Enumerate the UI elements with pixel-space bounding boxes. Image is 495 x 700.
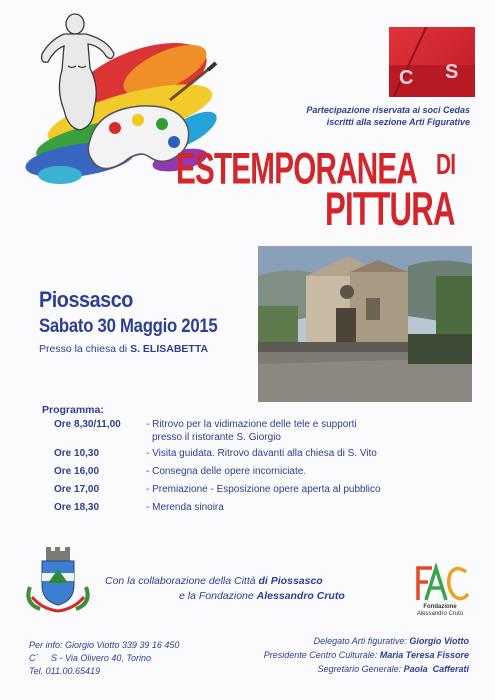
title-word-estemporanea: ESTEMPORANEA (176, 144, 417, 195)
officer-role: Segretario Generale: (317, 664, 402, 674)
officer-name: Giorgio Viotto (409, 636, 469, 646)
membership-note-line1: Partecipazione riservata ai soci Cedas (306, 105, 470, 115)
foundation-caption2: Alessandro Cruto (416, 611, 464, 617)
contacts-line3: Tel. 011.00.65419 (29, 666, 101, 676)
event-place-name: S. ELISABETTA (130, 343, 209, 355)
church-photo (258, 246, 472, 402)
collaboration-line2-prefix: e la Fondazione (179, 590, 254, 602)
program-time: Ore 10,30 (54, 448, 100, 459)
officers (264, 634, 469, 676)
collaboration-line2 (105, 589, 345, 604)
program-desc: - Consegna delle opere incorniciate. (146, 466, 307, 477)
contacts (29, 639, 179, 678)
fac-mark-icon (408, 560, 472, 604)
program-row (42, 502, 462, 518)
program-row (42, 448, 462, 464)
title-word-pittura: PITTURA (325, 183, 455, 236)
officer-row (264, 634, 469, 648)
program-time: Ore 8,30/11,00 (54, 419, 121, 430)
officer-row (264, 648, 469, 662)
program-time: Ore 18,30 (54, 502, 100, 513)
officer-role: Presidente Centro Culturale: (263, 650, 378, 660)
contacts-line1: Per info: Giorgio Viotto 339 39 16 450 (29, 640, 180, 650)
foundation-caption1: Fondazione (423, 604, 457, 610)
program-desc: - Merenda sinoira (146, 502, 224, 513)
event-place (39, 343, 208, 355)
program-row (42, 432, 462, 448)
program-time: Ore 16,00 (54, 466, 100, 477)
collaboration-line1-bold: di Piossasco (258, 575, 323, 587)
officer-name: Paola Cafferati (403, 664, 469, 674)
program-desc: presso il ristorante S. Giorgio (152, 432, 281, 443)
logo-letter-c: C (399, 67, 414, 89)
collaboration-line1-prefix: Con la collaborazione della Città (105, 575, 256, 587)
program-row (42, 466, 462, 482)
program-time: Ore 17,00 (54, 484, 100, 495)
piossasco-coat-of-arms-icon (22, 547, 94, 615)
collaboration-text (105, 574, 345, 604)
officer-name: Maria Teresa Fissore (379, 650, 469, 660)
event-place-prefix: Presso la chiesa di (39, 343, 128, 355)
officer-role: Delegato Arti figurative: (313, 636, 407, 646)
program-desc: - Visita guidata. Ritrovo davanti alla chiesa di S. Vito (146, 448, 377, 459)
event-date: Sabato 30 Maggio 2015 (39, 316, 218, 337)
membership-note-line2: iscritti alla sezione Arti Figurative (326, 117, 470, 127)
title-word-di: DI (436, 147, 456, 181)
collaboration-line1 (105, 574, 345, 589)
program-heading: Programma: (42, 404, 104, 416)
cedas-logo (389, 27, 475, 97)
membership-note (306, 104, 470, 128)
program-desc: - Ritrovo per la vidimazione delle tele e supporti (146, 419, 357, 430)
logo-letter-s: S (445, 61, 459, 83)
program-desc: - Premiazione - Esposizione opere aperta al pubblico (146, 484, 381, 495)
contacts-line2: C´ S - Via Olivero 40, Torino (29, 653, 152, 663)
officer-row (264, 662, 469, 676)
event-city: Piossasco (39, 287, 133, 312)
program-row (42, 484, 462, 500)
collaboration-line2-bold: Alessandro Cruto (256, 590, 345, 602)
foundation-logo (402, 560, 478, 624)
